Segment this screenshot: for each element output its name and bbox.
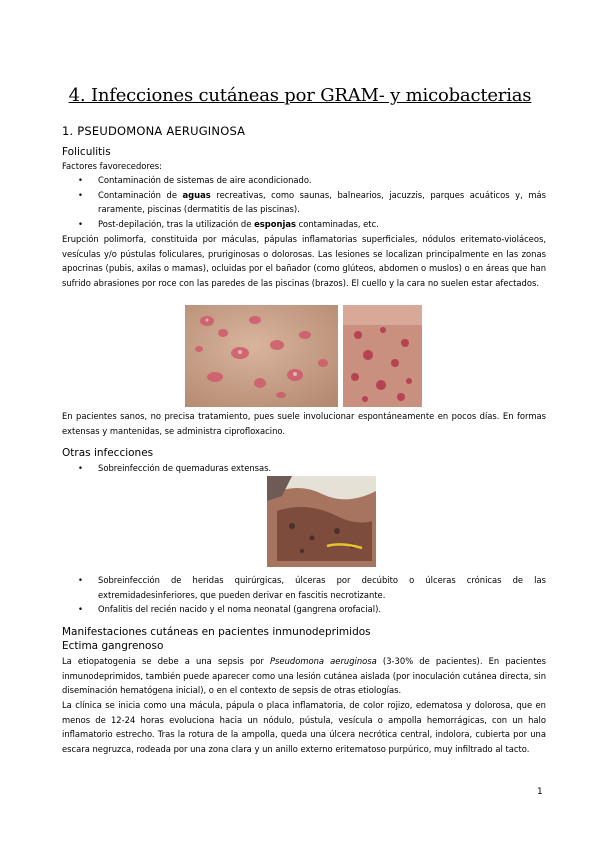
list-item-text: Sobreinfección de heridas quirúrgicas, úlceras por decúbito o úlceras crónicas de las extremidadesinferiores, que pueden derivar en fascitis necrotizante. [98,575,546,600]
otras-list-1 [62,461,546,476]
ectima-paragraph-1 [62,654,546,698]
list-item-text: Contaminación de [98,189,183,200]
section-heading-pseudomona: 1. PSEUDOMONA AERUGINOSA [62,124,246,138]
list-item-text: Onfalitis del recién nacido y el noma neonatal (gangrena orofacial). [98,604,382,615]
list-item [62,461,546,476]
page-number: 1 [537,787,543,797]
list-item [62,573,546,602]
bullet-icon: • [78,189,83,200]
bullet-icon: • [78,463,83,473]
paragraph-text: (3-30% de pacientes). En pacientes inmunodeprimidos, también puede aparecer como una lesión cutánea aislada (por inoculación cutánea directa, sin diseminación hematógena inicial), o en el contexto de sepsis de otras etiologías. [62,656,547,696]
list-item-text: Sobreinfección de quemaduras extensas. [98,463,272,473]
list-item-text: Contaminación de sistemas de aire acondicionado. [98,175,312,185]
list-item [62,173,546,188]
otras-list-2 [62,573,546,617]
subheading-foliculitis: Foliculitis [62,146,111,158]
page-title: 4. Infecciones cutáneas por GRAM- y micobacterias [68,85,532,106]
list-item-text: recreativas, como saunas, balnearios, jacuzzis, parques acuáticos y, más raramente, piscinas (dermatitis de las piscinas). [98,189,546,215]
paragraph-text: La etiopatogenia se debe a una sepsis por [62,656,270,666]
subheading-manifestaciones: Manifestaciones cutáneas en pacientes inmunodeprimidos [62,626,371,638]
foliculitis-photo-2 [343,305,422,407]
foliculitis-description: Erupción polimorfa, constituida por máculas, pápulas inflamatorias superficiales, nódulos eritemato-violáceos, vesículas y/o pústulas foliculares, pruriginosas o dolorosas. Las lesiones se localizan principalmente en las zonas apocrinas (pubis, axilas o mamas), ocluidas por el bañador (como glúteos, abdomen o muslos) o en áreas que han sufrido abrasiones por roce con las paredes de las piscinas (brazos). El cuello y la cara no suelen estar afectados. [62,234,546,289]
factores-list [62,173,546,232]
list-item-text: contaminadas, etc. [295,219,379,230]
list-item [62,602,546,617]
list-item-text: Post-depilación, tras la utilización de [98,219,255,230]
species-name: Pseudomona aeruginosa [270,656,377,666]
subheading-otras-infecciones: Otras infecciones [62,447,154,459]
subheading-ectima: Ectima gangrenoso [62,640,164,652]
bullet-icon: • [78,175,83,185]
list-item-bold: esponjas [254,219,296,230]
quemaduras-photo [267,476,376,567]
list-item-bold: aguas [182,189,211,200]
factores-label: Factores favorecedores: [62,161,162,171]
bullet-icon: • [78,604,83,615]
list-item [62,188,546,217]
foliculitis-treatment: En pacientes sanos, no precisa tratamiento, pues suele involucionar espontáneamente en pocos días. En formas extensas y mantenidas, se administra ciprofloxacino. [62,411,546,436]
bullet-icon: • [78,219,83,230]
foliculitis-photo-1 [185,305,338,407]
ectima-paragraph-2: La clínica se inicia como una mácula, pápula o placa inflamatoria, de color rojizo, edematosa y dolorosa, que en menos de 12-24 horas evoluciona hacia un nódulo, pústula, vesícula o ampolla hemorrágicas, con un halo inflamatorio estrecho. Tras la rotura de la ampolla, queda una úlcera necrótica central, indolora, cubierta por una escara negruzca, rodeada por una zona clara y un anillo externo eritematoso purpúrico, muy infiltrado al tacto. [62,700,546,755]
list-item [62,217,546,232]
bullet-icon: • [78,575,83,585]
